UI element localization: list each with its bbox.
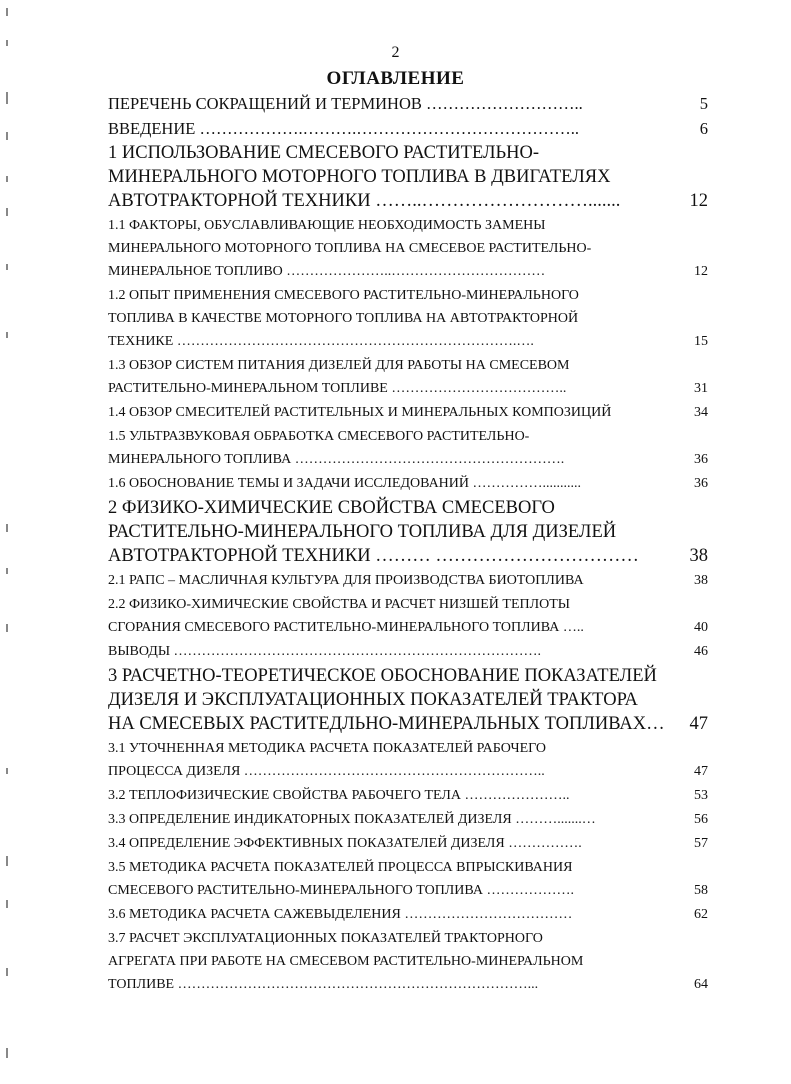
toc-entry-page-number: 31: [694, 381, 708, 396]
toc-entry-page-number: 6: [699, 118, 708, 138]
toc-entry-page-number: 5: [699, 94, 708, 113]
toc-entry-text-line: 3.5 МЕТОДИКА РАСЧЕТА ПОКАЗАТЕЛЕЙ ПРОЦЕССА ВПРЫСКИВАНИЯ: [108, 860, 573, 875]
toc-entry-text-line: ВЫВОДЫ …………………………………………………………………….: [108, 644, 542, 659]
toc-entry-text-line: АГРЕГАТА ПРИ РАБОТЕ НА СМЕСЕВОМ РАСТИТЕЛЬНО-МИНЕРАЛЬНОМ: [108, 954, 584, 969]
toc-entry-text-line: СГОРАНИЯ СМЕСЕВОГО РАСТИТЕЛЬНО-МИНЕРАЛЬНОГО ТОПЛИВА …..: [108, 620, 584, 635]
toc-entry-page-number: 62: [694, 907, 708, 922]
toc-entry: [108, 214, 708, 283]
toc-entry-text-line: РАСТИТЕЛЬНО-МИНЕРАЛЬНОГО ТОПЛИВА ДЛЯ ДИЗЕЛЕЙ: [108, 522, 617, 542]
toc-entry-text-line: 1.2 ОПЫТ ПРИМЕНЕНИЯ СМЕСЕВОГО РАСТИТЕЛЬНО-МИНЕРАЛЬНОГО: [108, 288, 579, 303]
toc-entry: [108, 808, 708, 831]
toc-entry-text-line: ПЕРЕЧЕНЬ СОКРАЩЕНИЙ И ТЕРМИНОВ ………………………..: [108, 94, 583, 113]
toc-entry: [108, 401, 708, 424]
toc-entry-text-line: 3 РАСЧЕТНО-ТЕОРЕТИЧЕСКОЕ ОБОСНОВАНИЕ ПОКАЗАТЕЛЕЙ: [108, 666, 657, 686]
toc-entry-text-line: 2 ФИЗИКО-ХИМИЧЕСКИЕ СВОЙСТВА СМЕСЕВОГО: [108, 498, 555, 518]
toc-entry: [108, 784, 708, 807]
toc-entry-text-line: 1.3 ОБЗОР СИСТЕМ ПИТАНИЯ ДИЗЕЛЕЙ ДЛЯ РАБОТЫ НА СМЕСЕВОМ: [108, 358, 570, 373]
toc-entry-page-number: 34: [694, 405, 708, 420]
toc-entry-text-line: МИНЕРАЛЬНОЕ ТОПЛИВО …………………..……………………………: [108, 264, 546, 279]
toc-entry: [108, 472, 708, 495]
toc-entry-text-line: 3.6 МЕТОДИКА РАСЧЕТА САЖЕВЫДЕЛЕНИЯ ………………………………: [108, 907, 573, 922]
toc-entry-text-line: МИНЕРАЛЬНОГО МОТОРНОГО ТОПЛИВА НА СМЕСЕВОЕ РАСТИТЕЛЬНО-: [108, 241, 592, 256]
toc-entry-text-line: ТОПЛИВЕ …………………………………………………………………...: [108, 977, 539, 992]
toc-title: ОГЛАВЛЕНИЕ: [326, 68, 465, 89]
toc-entry-page-number: 47: [689, 714, 708, 734]
toc-entry: [108, 927, 708, 996]
toc-entry-page-number: 15: [694, 334, 708, 349]
toc-entry-page-number: 56: [694, 812, 708, 827]
table-of-contents: [108, 92, 708, 996]
toc-entry-text-line: МИНЕРАЛЬНОГО МОТОРНОГО ТОПЛИВА В ДВИГАТЕЛЯХ: [108, 167, 611, 187]
toc-entry-page-number: 38: [689, 546, 708, 566]
toc-entry: [108, 737, 708, 783]
toc-entry-text-line: 1 ИСПОЛЬЗОВАНИЕ СМЕСЕВОГО РАСТИТЕЛЬНО-: [108, 143, 540, 163]
toc-entry-text-line: ПРОЦЕССА ДИЗЕЛЯ ………………………………………………………..: [108, 764, 545, 779]
page-number: 2: [391, 44, 400, 61]
toc-entry-text-line: СМЕСЕВОГО РАСТИТЕЛЬНО-МИНЕРАЛЬНОГО ТОПЛИВА ……………….: [108, 883, 574, 898]
toc-entry-page-number: 58: [694, 883, 708, 898]
toc-entry: [108, 832, 708, 855]
toc-entry: [108, 664, 708, 736]
toc-entry-text-line: ТЕХНИКЕ ……………………………………………………………….….: [108, 334, 534, 349]
toc-entry-text-line: НА СМЕСЕВЫХ РАСТИТЕДЛЬНО-МИНЕРАЛЬНЫХ ТОПЛИВАХ…: [108, 714, 665, 734]
toc-entry: [108, 141, 708, 213]
toc-entry: [108, 593, 708, 639]
toc-entry-text-line: 3.4 ОПРЕДЕЛЕНИЕ ЭФФЕКТИВНЫХ ПОКАЗАТЕЛЕЙ ДИЗЕЛЯ …………….: [108, 836, 582, 851]
toc-entry-text-line: ДИЗЕЛЯ И ЭКСПЛУАТАЦИОННЫХ ПОКАЗАТЕЛЕЙ ТРАКТОРА: [108, 690, 638, 710]
toc-entry: [108, 425, 708, 471]
toc-entry: [108, 569, 708, 592]
toc-entry-text-line: 3.2 ТЕПЛОФИЗИЧЕСКИЕ СВОЙСТВА РАБОЧЕГО ТЕЛА …………………..: [108, 788, 570, 803]
toc-entry: [108, 856, 708, 902]
toc-entry-page-number: 12: [694, 264, 708, 279]
toc-entry: [108, 354, 708, 400]
toc-entry-text-line: 2.2 ФИЗИКО-ХИМИЧЕСКИЕ СВОЙСТВА И РАСЧЕТ НИЗШЕЙ ТЕПЛОТЫ: [108, 597, 570, 612]
toc-entry-page-number: 36: [694, 452, 708, 467]
toc-entry: [108, 92, 708, 116]
toc-entry: [108, 117, 708, 141]
toc-entry-page-number: 53: [694, 788, 708, 803]
toc-entry-page-number: 38: [694, 573, 708, 588]
toc-entry-text-line: МИНЕРАЛЬНОГО ТОПЛИВА ………………………………………………….: [108, 452, 565, 467]
toc-entry-text-line: 3.3 ОПРЕДЕЛЕНИЕ ИНДИКАТОРНЫХ ПОКАЗАТЕЛЕЙ ДИЗЕЛЯ ……….......…: [108, 812, 596, 827]
toc-entry-page-number: 57: [694, 836, 708, 851]
toc-entry-text-line: 2.1 РАПС – МАСЛИЧНАЯ КУЛЬТУРА ДЛЯ ПРОИЗВОДСТВА БИОТОПЛИВА: [108, 573, 584, 588]
toc-entry-text-line: РАСТИТЕЛЬНО-МИНЕРАЛЬНОМ ТОПЛИВЕ ………………………………..: [108, 381, 567, 396]
toc-entry-text-line: 3.1 УТОЧНЕННАЯ МЕТОДИКА РАСЧЕТА ПОКАЗАТЕЛЕЙ РАБОЧЕГО: [108, 741, 546, 756]
toc-entry-page-number: 36: [694, 476, 708, 491]
toc-entry-page-number: 12: [689, 191, 708, 211]
toc-entry-text-line: 3.7 РАСЧЕТ ЭКСПЛУАТАЦИОННЫХ ПОКАЗАТЕЛЕЙ ТРАКТОРНОГО: [108, 931, 543, 946]
toc-entry-text-line: АВТОТРАКТОРНОЙ ТЕХНИКИ ……… ……………………………: [108, 546, 639, 566]
toc-entry-text-line: 1.1 ФАКТОРЫ, ОБУСЛАВЛИВАЮЩИЕ НЕОБХОДИМОСТЬ ЗАМЕНЫ: [108, 218, 546, 233]
toc-entry-text-line: АВТОТРАКТОРНОЙ ТЕХНИКИ ……..……………………….......: [108, 191, 621, 211]
toc-entry: [108, 496, 708, 568]
toc-entry-page-number: 64: [694, 977, 708, 992]
toc-entry-text-line: ВВЕДЕНИЕ ……………….……….…………………………………..: [108, 118, 579, 138]
toc-entry: [108, 640, 708, 663]
toc-entry-page-number: 40: [694, 620, 708, 635]
toc-entry-text-line: 1.5 УЛЬТРАЗВУКОВАЯ ОБРАБОТКА СМЕСЕВОГО РАСТИТЕЛЬНО-: [108, 429, 530, 444]
toc-entry-text-line: ТОПЛИВА В КАЧЕСТВЕ МОТОРНОГО ТОПЛИВА НА АВТОТРАКТОРНОЙ: [108, 311, 579, 326]
toc-entry-text-line: 1.4 ОБЗОР СМЕСИТЕЛЕЙ РАСТИТЕЛЬНЫХ И МИНЕРАЛЬНЫХ КОМПОЗИЦИЙ: [108, 405, 612, 420]
toc-entry-text-line: 1.6 ОБОСНОВАНИЕ ТЕМЫ И ЗАДАЧИ ИССЛЕДОВАНИЙ ……………...........: [108, 476, 582, 491]
toc-entry: [108, 903, 708, 926]
toc-entry: [108, 284, 708, 353]
toc-entry-page-number: 47: [694, 764, 708, 779]
toc-entry-page-number: 46: [694, 644, 708, 659]
scan-edge-marks: [0, 0, 14, 1084]
